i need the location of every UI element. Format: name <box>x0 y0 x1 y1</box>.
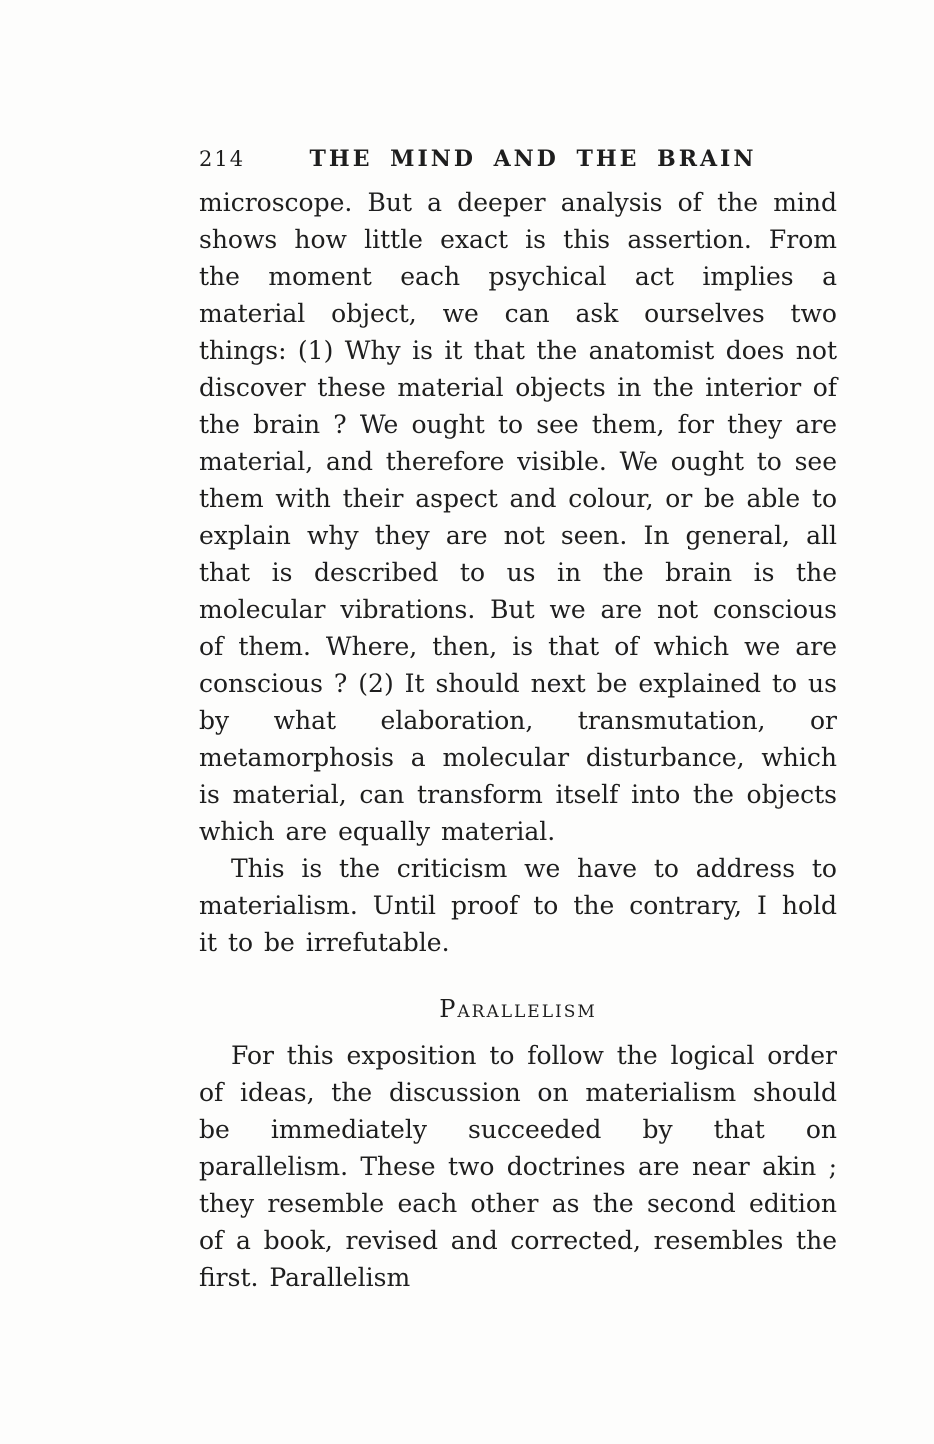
page-number: 214 <box>199 147 246 171</box>
paragraph-criticism: This is the criticism we have to address to materialism. Until proof to the contrary, I hold it to be irrefutable. <box>199 854 837 957</box>
text-block <box>199 146 837 1296</box>
running-title: THE MIND AND THE BRAIN <box>309 146 757 172</box>
body-text <box>199 184 837 1296</box>
paragraph-continuation: microscope. But a deeper analysis of the mind shows how little exact is this assertion. From the moment each psychical act implies a material object, we can ask ourselves two things: (1) Why is it that the anatomist does not discover these material objects in the interior of the brain ? We ought to see them, for they are material, and therefore visible. We ought to see them with their aspect and colour, or be able to explain why they are not seen. In general, all that is described to us in the brain is the molecular vibrations. But we are not conscious of them. Where, then, is that of which we are conscious ? (2) It should next be explained to us by what elaboration, transmutation, or metamorphosis a molecular disturbance, which is material, can transform itself into the objects which are equally material. <box>199 188 837 846</box>
paragraph-parallelism: For this exposition to follow the logical order of ideas, the discussion on materialism should be immediately succeeded by that on parallelism. These two doctrines are near akin ; they resemble each other as the second edition of a book, revised and corrected, resembles the first. Parallelism <box>199 1041 837 1292</box>
page-header <box>199 146 837 172</box>
section-heading-parallelism: Parallelism <box>439 995 597 1023</box>
